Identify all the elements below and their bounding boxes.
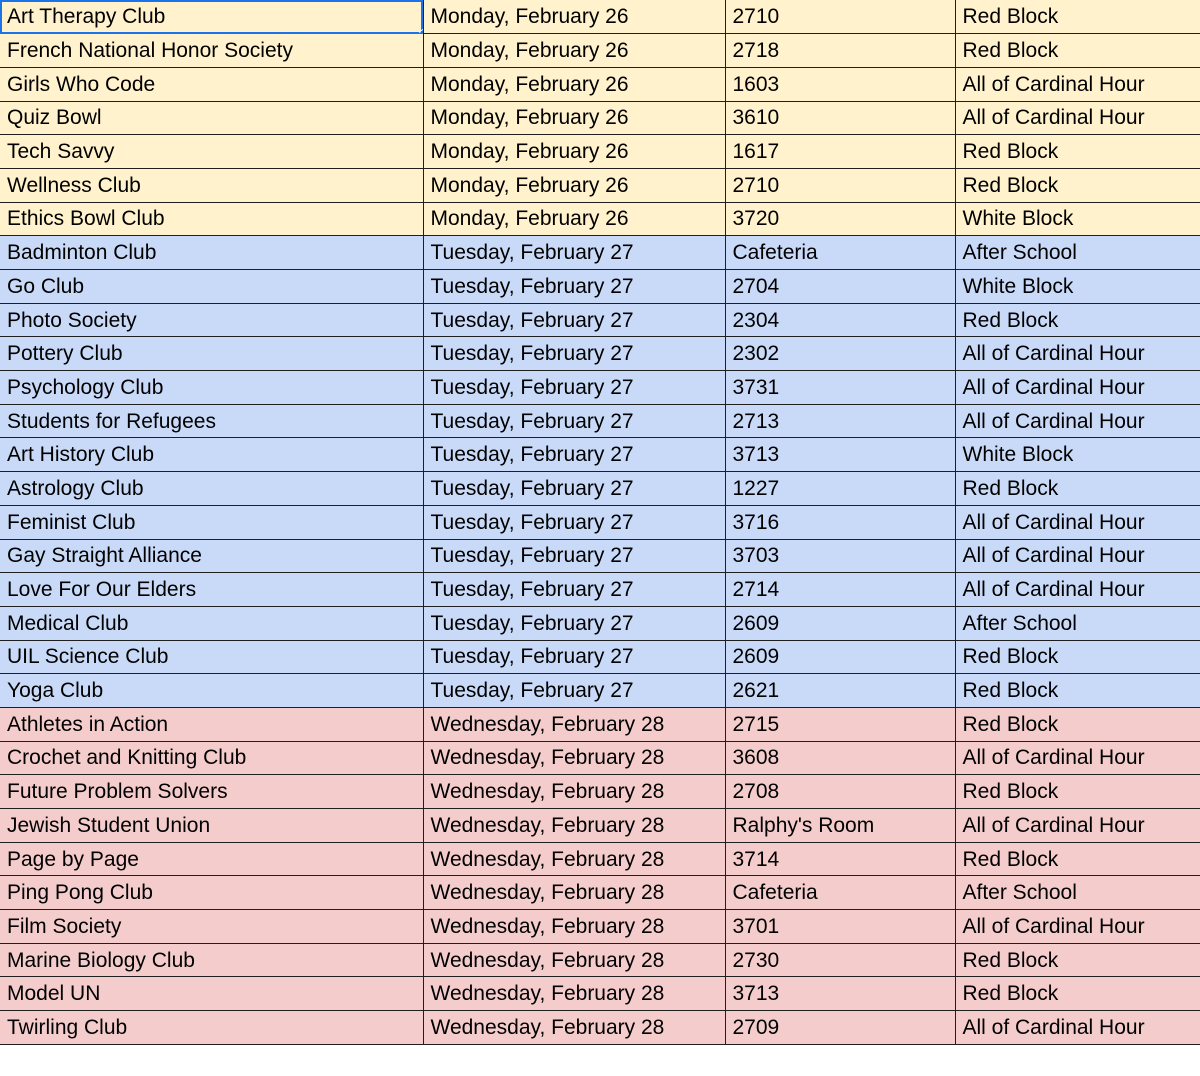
table-row	[0, 943, 1200, 977]
cell-time-block[interactable]: All of Cardinal Hour	[955, 371, 1200, 405]
cell-room[interactable]: 2609	[725, 606, 955, 640]
table-row	[0, 707, 1200, 741]
table-row	[0, 674, 1200, 708]
cell-date[interactable]: Monday, February 26	[423, 34, 725, 68]
cell-date[interactable]: Tuesday, February 27	[423, 404, 725, 438]
cell-time-block[interactable]: Red Block	[955, 168, 1200, 202]
cell-date[interactable]: Monday, February 26	[423, 202, 725, 236]
cell-club-name[interactable]: Medical Club	[0, 606, 423, 640]
cell-club-name[interactable]: Art History Club	[0, 438, 423, 472]
table-row	[0, 472, 1200, 506]
cell-club-name[interactable]: Quiz Bowl	[0, 101, 423, 135]
cell-room[interactable]: 3608	[725, 741, 955, 775]
cell-date[interactable]: Wednesday, February 28	[423, 741, 725, 775]
cell-room[interactable]: 3714	[725, 842, 955, 876]
cell-date[interactable]: Tuesday, February 27	[423, 640, 725, 674]
table-row	[0, 404, 1200, 438]
cell-room[interactable]: 2713	[725, 404, 955, 438]
cell-room[interactable]: 3716	[725, 505, 955, 539]
cell-club-name[interactable]: Feminist Club	[0, 505, 423, 539]
cell-club-name[interactable]: UIL Science Club	[0, 640, 423, 674]
table-row	[0, 977, 1200, 1011]
cell-time-block[interactable]: After School	[955, 876, 1200, 910]
table-row	[0, 775, 1200, 809]
cell-time-block[interactable]: All of Cardinal Hour	[955, 67, 1200, 101]
cell-time-block[interactable]: White Block	[955, 438, 1200, 472]
cell-date[interactable]: Tuesday, February 27	[423, 270, 725, 304]
cell-time-block[interactable]: All of Cardinal Hour	[955, 573, 1200, 607]
cell-date[interactable]: Wednesday, February 28	[423, 775, 725, 809]
cell-room[interactable]: 2708	[725, 775, 955, 809]
cell-time-block[interactable]: Red Block	[955, 472, 1200, 506]
cell-room[interactable]: 2718	[725, 34, 955, 68]
cell-date[interactable]: Tuesday, February 27	[423, 236, 725, 270]
cell-club-name[interactable]: Photo Society	[0, 303, 423, 337]
cell-time-block[interactable]: All of Cardinal Hour	[955, 404, 1200, 438]
cell-club-name[interactable]: Future Problem Solvers	[0, 775, 423, 809]
cell-room[interactable]: 2710	[725, 0, 955, 34]
cell-time-block[interactable]: Red Block	[955, 674, 1200, 708]
table-row	[0, 606, 1200, 640]
table-row	[0, 135, 1200, 169]
cell-date[interactable]: Tuesday, February 27	[423, 573, 725, 607]
cell-date[interactable]: Wednesday, February 28	[423, 943, 725, 977]
cell-room[interactable]: 3701	[725, 910, 955, 944]
table-row	[0, 539, 1200, 573]
cell-date[interactable]: Wednesday, February 28	[423, 707, 725, 741]
cell-club-name[interactable]: French National Honor Society	[0, 34, 423, 68]
cell-club-name-selected[interactable]: Art Therapy Club	[0, 0, 423, 34]
cell-club-name[interactable]: Students for Refugees	[0, 404, 423, 438]
table-row	[0, 809, 1200, 843]
cell-club-name[interactable]: Ping Pong Club	[0, 876, 423, 910]
cell-club-name[interactable]: Athletes in Action	[0, 707, 423, 741]
table-row	[0, 101, 1200, 135]
cell-room[interactable]: 3610	[725, 101, 955, 135]
table-row	[0, 270, 1200, 304]
table-row	[0, 337, 1200, 371]
cell-room[interactable]: 2621	[725, 674, 955, 708]
cell-date[interactable]: Tuesday, February 27	[423, 337, 725, 371]
cell-club-name[interactable]: Gay Straight Alliance	[0, 539, 423, 573]
cell-time-block[interactable]: All of Cardinal Hour	[955, 505, 1200, 539]
cell-room[interactable]: 2715	[725, 707, 955, 741]
cell-club-name[interactable]: Jewish Student Union	[0, 809, 423, 843]
cell-time-block[interactable]: After School	[955, 606, 1200, 640]
cell-time-block[interactable]: White Block	[955, 270, 1200, 304]
cell-date[interactable]: Tuesday, February 27	[423, 674, 725, 708]
cell-date[interactable]: Tuesday, February 27	[423, 303, 725, 337]
cell-date[interactable]: Wednesday, February 28	[423, 842, 725, 876]
cell-date[interactable]: Tuesday, February 27	[423, 438, 725, 472]
cell-club-name[interactable]: Astrology Club	[0, 472, 423, 506]
table-row	[0, 1011, 1200, 1045]
cell-club-name[interactable]: Girls Who Code	[0, 67, 423, 101]
cell-time-block[interactable]: White Block	[955, 202, 1200, 236]
cell-time-block[interactable]: Red Block	[955, 640, 1200, 674]
table-row	[0, 236, 1200, 270]
table-row	[0, 876, 1200, 910]
cell-club-name[interactable]: Marine Biology Club	[0, 943, 423, 977]
cell-room[interactable]: 1603	[725, 67, 955, 101]
cell-time-block[interactable]: Red Block	[955, 943, 1200, 977]
cell-date[interactable]: Tuesday, February 27	[423, 505, 725, 539]
cell-club-name[interactable]: Love For Our Elders	[0, 573, 423, 607]
cell-time-block[interactable]: All of Cardinal Hour	[955, 741, 1200, 775]
cell-room[interactable]: 3703	[725, 539, 955, 573]
table-row	[0, 34, 1200, 68]
cell-time-block[interactable]: All of Cardinal Hour	[955, 337, 1200, 371]
cell-date[interactable]: Tuesday, February 27	[423, 539, 725, 573]
cell-date[interactable]: Tuesday, February 27	[423, 371, 725, 405]
cell-club-name[interactable]: Tech Savvy	[0, 135, 423, 169]
table-row	[0, 0, 1200, 34]
cell-date[interactable]: Wednesday, February 28	[423, 910, 725, 944]
cell-date[interactable]: Monday, February 26	[423, 168, 725, 202]
cell-time-block[interactable]: Red Block	[955, 842, 1200, 876]
cell-club-name[interactable]: Page by Page	[0, 842, 423, 876]
table-row	[0, 168, 1200, 202]
cell-date[interactable]: Monday, February 26	[423, 101, 725, 135]
table-row	[0, 505, 1200, 539]
cell-date[interactable]: Wednesday, February 28	[423, 1011, 725, 1045]
cell-time-block[interactable]: Red Block	[955, 775, 1200, 809]
cell-room[interactable]: Cafeteria	[725, 876, 955, 910]
table-row	[0, 910, 1200, 944]
cell-date[interactable]: Tuesday, February 27	[423, 472, 725, 506]
cell-time-block[interactable]: After School	[955, 236, 1200, 270]
cell-time-block[interactable]: Red Block	[955, 977, 1200, 1011]
cell-room[interactable]: 2730	[725, 943, 955, 977]
cell-room[interactable]: 3731	[725, 371, 955, 405]
cell-room[interactable]: Ralphy's Room	[725, 809, 955, 843]
cell-time-block[interactable]: Red Block	[955, 0, 1200, 34]
table-row	[0, 741, 1200, 775]
cell-room[interactable]: 2709	[725, 1011, 955, 1045]
cell-time-block[interactable]: All of Cardinal Hour	[955, 910, 1200, 944]
cell-date[interactable]: Monday, February 26	[423, 135, 725, 169]
cell-club-name[interactable]: Psychology Club	[0, 371, 423, 405]
fill-handle[interactable]	[419, 29, 424, 34]
table-row	[0, 202, 1200, 236]
cell-club-name[interactable]: Go Club	[0, 270, 423, 304]
cell-room[interactable]: 1227	[725, 472, 955, 506]
cell-room[interactable]: 2304	[725, 303, 955, 337]
cell-time-block[interactable]: Red Block	[955, 34, 1200, 68]
cell-date[interactable]: Wednesday, February 28	[423, 809, 725, 843]
cell-date[interactable]: Wednesday, February 28	[423, 977, 725, 1011]
cell-club-name[interactable]: Twirling Club	[0, 1011, 423, 1045]
cell-club-name[interactable]: Ethics Bowl Club	[0, 202, 423, 236]
cell-club-name[interactable]: Model UN	[0, 977, 423, 1011]
cell-room[interactable]: 3713	[725, 977, 955, 1011]
table-row	[0, 303, 1200, 337]
table-row	[0, 842, 1200, 876]
cell-room[interactable]: 2714	[725, 573, 955, 607]
cell-room[interactable]: Cafeteria	[725, 236, 955, 270]
cell-time-block[interactable]: All of Cardinal Hour	[955, 1011, 1200, 1045]
cell-room[interactable]: 2710	[725, 168, 955, 202]
cell-club-name[interactable]: Badminton Club	[0, 236, 423, 270]
cell-club-name[interactable]: Pottery Club	[0, 337, 423, 371]
cell-date[interactable]: Wednesday, February 28	[423, 876, 725, 910]
cell-room[interactable]: 3713	[725, 438, 955, 472]
cell-time-block[interactable]: All of Cardinal Hour	[955, 539, 1200, 573]
cell-time-block[interactable]: Red Block	[955, 303, 1200, 337]
cell-room[interactable]: 2609	[725, 640, 955, 674]
cell-room[interactable]: 1617	[725, 135, 955, 169]
cell-club-name[interactable]: Crochet and Knitting Club	[0, 741, 423, 775]
cell-time-block[interactable]: Red Block	[955, 707, 1200, 741]
cell-club-name[interactable]: Yoga Club	[0, 674, 423, 708]
cell-club-name[interactable]: Wellness Club	[0, 168, 423, 202]
table-row	[0, 640, 1200, 674]
cell-date[interactable]: Monday, February 26	[423, 0, 725, 34]
table-row	[0, 438, 1200, 472]
cell-room[interactable]: 3720	[725, 202, 955, 236]
cell-date[interactable]: Tuesday, February 27	[423, 606, 725, 640]
table-row	[0, 67, 1200, 101]
table-row	[0, 371, 1200, 405]
cell-room[interactable]: 2704	[725, 270, 955, 304]
cell-time-block[interactable]: All of Cardinal Hour	[955, 101, 1200, 135]
cell-room[interactable]: 2302	[725, 337, 955, 371]
cell-date[interactable]: Monday, February 26	[423, 67, 725, 101]
cell-time-block[interactable]: Red Block	[955, 135, 1200, 169]
cell-club-name[interactable]: Film Society	[0, 910, 423, 944]
cell-time-block[interactable]: All of Cardinal Hour	[955, 809, 1200, 843]
table-row	[0, 573, 1200, 607]
